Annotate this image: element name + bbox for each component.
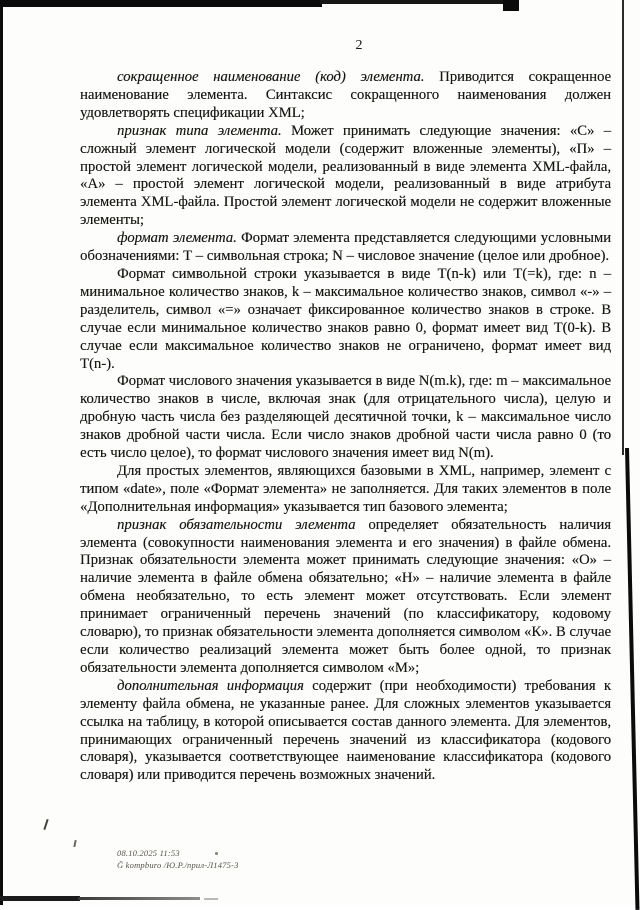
- scan-speck: [73, 840, 76, 847]
- paragraph-lead: сокращенное наименование (код) элемента.: [117, 69, 425, 85]
- processing-stamp: [117, 848, 239, 871]
- paragraph: [80, 678, 611, 785]
- scan-speck: [43, 819, 48, 830]
- paragraph: [80, 373, 611, 463]
- paragraph: [80, 69, 611, 123]
- scan-edge-right: [625, 448, 639, 910]
- scan-edge-bottom: [78, 897, 200, 900]
- scan-edge-bottom: [204, 898, 218, 900]
- paragraph-lead: признак типа элемента.: [117, 122, 282, 139]
- paragraph-lead: признак обязательности элемента: [117, 516, 356, 533]
- paragraph-text: Формат числового значения указывается в виде N(m.k), где: m – максимальное количество знаков в числе, включая знак (для отрицательного числа), целую и дробную часть числа без разделяющей десятичной точки, k – максимальное число знаков дробной части числа. Если число знаков дробной части числа равно 0 (то есть число целое), то формат числового значения имеет вид N(m).: [80, 373, 611, 462]
- paragraph-text: Может принимать следующие значения: «С» – сложный элемент логической модели (содержит вложенные элементы), «П» – простой элемент логической модели, реализованный в виде элемента XML-файла, «А» – простой элемент логической модели, реализованный в виде атрибута элемента XML-файла. Простой элемент логической модели не содержит вложенные элементы;: [80, 122, 611, 229]
- paragraph-text: Для простых элементов, являющихся базовыми в XML, например, элемент с типом «date», поле «Формат элемента» не заполняется. Для таких элементов в поле «Дополнительная информация» указывается тип базового элемента;: [80, 462, 611, 515]
- scan-edge-left: [0, 0, 3, 905]
- paragraph: [80, 123, 611, 230]
- paragraph-text: Приводится сокращенное наименование элемента. Синтаксис сокращенного наименования должен удовлетворять спецификации XML;: [80, 69, 611, 121]
- paragraph: [80, 463, 611, 517]
- paragraph-text: определяет обязательность наличия элемента (совокупности наименования элемента и его значения) в файле обмена. Признак обязательности элемента может принимать следующие значения: «О» – наличие элемента в файле обмена обязательно; «Н» – наличие элемента в файле обмена необязательно, то есть элемент может отсутствовать. Если элемент принимает ограниченный перечень значений (по классификатору, кодовому словарю), то признак обязательности элемента дополняется символом «К». В случае если количество реализаций элемента может быть более одной, то признак обязательности элемента дополняется символом «М»;: [80, 516, 612, 676]
- paragraph-lead: дополнительная информация: [117, 677, 304, 694]
- scan-edge-top: [503, 0, 519, 11]
- scan-edge-bottom: [0, 896, 80, 901]
- paragraph: [80, 230, 611, 266]
- paragraph-text: Формат элемента представляется следующими условными обозначениями: Т – символьная строка; N – числовое значение (целое или дробное).: [80, 230, 611, 265]
- page-number: 2: [355, 38, 363, 53]
- paragraph-lead: формат элемента.: [117, 230, 237, 247]
- document-body: [80, 69, 611, 785]
- stamp-timestamp: 08.10.2025 11:53: [117, 848, 180, 858]
- paragraph: [80, 266, 611, 373]
- stamp-reference: Ḡ kompburo /Ю.Р./прил-Л1475-3: [117, 859, 239, 870]
- scan-edge-top: [320, 0, 516, 4]
- scan-edge-right: [622, 0, 624, 455]
- paragraph-text: Формат символьной строки указывается в виде Т(n-k) или Т(=k), где: n – минимальное количество знаков, k – максимальное количество знаков, символ «-» – разделитель, символ «=» означает фиксированное количество знаков в строке. В случае если минимальное количество знаков равно 0, формат имеет вид Т(0-k). В случае если максимальное количество знаков не ограничено, формат имеет вид Т(n-).: [80, 265, 611, 372]
- scan-edge-top: [0, 0, 322, 7]
- paragraph-text: содержит (при необходимости) требования к элементу файла обмена, не указанные ранее. Для сложных элементов указывается ссылка на таблицу, в которой описывается состав данного элемента. Для элементов, принимающих ограниченный перечень значений из классификатора (кодового словаря), указывается соответствующее наименование классификатора (кодового словаря) или приводится перечень возможных значений.: [80, 677, 611, 784]
- paragraph: [80, 517, 611, 678]
